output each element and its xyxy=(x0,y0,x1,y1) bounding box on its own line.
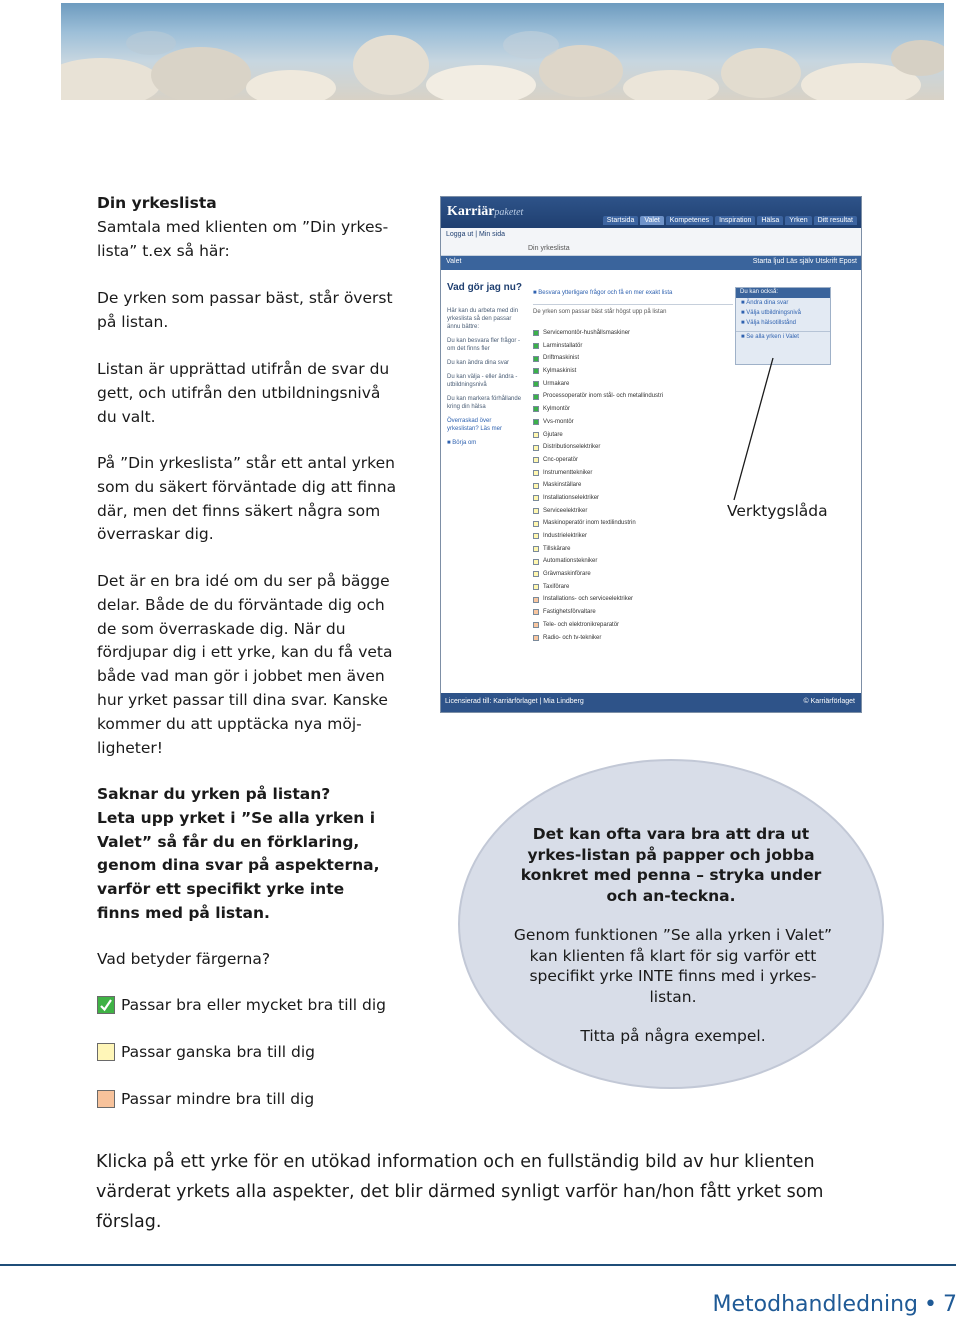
job-list-item[interactable] xyxy=(533,441,733,454)
job-list-item[interactable] xyxy=(533,403,733,416)
job-name: Kylmaskinist xyxy=(543,368,577,375)
more-questions-link[interactable]: ■ Besvara ytterligare frågor och få en mer exakt lista xyxy=(533,290,673,296)
match-color-icon xyxy=(533,432,539,438)
match-color-icon xyxy=(533,597,539,603)
job-name: Maskinoperatör inom textilindustrin xyxy=(543,520,636,527)
job-list-item[interactable] xyxy=(533,416,733,429)
orange-swatch-icon xyxy=(97,1090,115,1108)
section-label: Valet xyxy=(446,258,462,265)
job-name: Instrumenttekniker xyxy=(543,469,593,476)
paragraph-2: Listan är upprättad utifrån de svar du gett, och utifrån den utbildningsnivå du valt. xyxy=(97,360,390,426)
job-list-item[interactable] xyxy=(533,581,733,594)
side-text: Här kan du arbeta med din yrkeslista så den passar ännu bättre: xyxy=(447,308,519,330)
match-color-icon xyxy=(533,406,539,412)
job-list-item[interactable] xyxy=(533,378,733,391)
job-name: Kylmontör xyxy=(543,406,571,413)
side-text-link[interactable]: Överraskad över yrkeslistan? Läs mer xyxy=(447,418,503,432)
app-toolbar xyxy=(441,256,861,270)
job-name: Maskinställare xyxy=(543,482,582,489)
header-pebble-photo xyxy=(61,3,944,100)
match-color-icon xyxy=(533,356,539,362)
app-main xyxy=(441,270,861,695)
job-list-item[interactable] xyxy=(533,365,733,378)
match-color-icon xyxy=(533,330,539,336)
legend-label: Passar ganska bra till dig xyxy=(121,1043,316,1061)
missing-text: Leta upp yrket i ”Se alla yrken i Valet” så får du en förklaring, genom dina svar på aspekterna, varför ett specifikt yrke inte finns med på listan. xyxy=(97,808,380,922)
job-name: Serviceelektriker xyxy=(543,507,588,514)
toolbox-panel xyxy=(735,287,831,365)
paragraph-3: På ”Din yrkeslista” står ett antal yrken som du säkert förväntade dig att finna där, men det finns säkert några som överraskar dig. xyxy=(97,454,397,544)
match-color-icon xyxy=(533,571,539,577)
restart-link[interactable]: ■ Börja om xyxy=(447,440,477,446)
job-list-item[interactable] xyxy=(533,467,733,480)
job-list-item[interactable] xyxy=(533,593,733,606)
job-name: Taxiförare xyxy=(543,583,570,590)
toolbox-item-see-all[interactable]: ■ Se alla yrken i Valet xyxy=(736,331,830,342)
job-name: Vvs-montör xyxy=(543,418,574,425)
match-color-icon xyxy=(533,495,539,501)
job-name: Driftmaskinist xyxy=(543,355,580,362)
job-name: Grävmaskinförare xyxy=(543,571,591,578)
toolbox-item[interactable]: ■ Ändra dina svar xyxy=(741,300,789,306)
job-list-item[interactable] xyxy=(533,505,733,518)
job-list-item[interactable] xyxy=(533,517,733,530)
toolbox-title: Du kan också: xyxy=(736,288,830,298)
list-description: De yrken som passar bäst står högst upp på listan xyxy=(533,309,667,315)
callout-text-examples: Titta på några exempel. xyxy=(580,1027,766,1045)
tab-ditt-resultat[interactable]: Ditt resultat xyxy=(814,216,857,225)
tab-yrken[interactable]: Yrken xyxy=(785,216,811,225)
match-color-icon xyxy=(533,368,539,374)
job-name: Servicemontör-hushållsmaskiner xyxy=(543,330,631,336)
app-screenshot xyxy=(440,196,862,713)
job-name: Larminstallatör xyxy=(543,342,583,349)
match-color-icon xyxy=(533,559,539,565)
intro-text: Samtala med klienten om ”Din yrkes-lista” t.ex så här: xyxy=(97,217,389,260)
legend-label: Passar mindre bra till dig xyxy=(121,1090,315,1108)
job-name: Cnc-operatör xyxy=(543,456,579,463)
app-footer xyxy=(441,693,861,712)
job-list-item[interactable] xyxy=(533,429,733,442)
match-color-icon xyxy=(533,419,539,425)
app-logo: Karriärpaketet xyxy=(447,204,524,219)
match-color-icon xyxy=(533,343,539,349)
paragraph-4: Det är en bra idé om du ser på bägge delar. Både de du förväntade dig och de som överraskade dig. När du fördjupar dig i ett yrke, kan du få veta både vad man gör i jobbet men även hur yrket passar till dina svar. Kanske kommer du att upptäcka nya möj-ligheter! xyxy=(97,572,393,757)
tab-inspiration[interactable]: Inspiration xyxy=(715,216,755,225)
job-list xyxy=(533,327,733,644)
job-list-item[interactable] xyxy=(533,530,733,543)
toolbox-item[interactable]: ■ Välja utbildningsnivå xyxy=(741,310,801,316)
app-job-list-panel xyxy=(533,290,733,644)
tab-startsida[interactable]: Startsida xyxy=(603,216,639,225)
legend-label: Passar bra eller mycket bra till dig xyxy=(121,996,387,1014)
callout-text: Genom funktionen ”Se alla yrken i Valet” kan klienten få klart för sig varför ett specifikt yrke INTE finns med i yrkes-listan. xyxy=(513,926,833,1006)
job-name: Industrielektriker xyxy=(543,533,588,539)
app-subheader xyxy=(441,228,861,256)
toolbox-label: Verktygslåda xyxy=(727,502,828,520)
footer-title: Metodhandledning xyxy=(712,1292,919,1317)
section-heading: Din yrkeslista xyxy=(97,194,217,212)
side-text: Du kan besvara fler frågor - om det finns fler xyxy=(447,338,521,352)
yellow-swatch-icon xyxy=(97,1043,115,1061)
job-list-item[interactable] xyxy=(533,555,733,568)
job-name: Automationstekniker xyxy=(543,558,598,565)
missing-block xyxy=(97,783,387,926)
callout-bold-text: Det kan ofta vara bra att dra ut yrkes-listan på papper och jobba konkret med penna – stryka under och an-teckna. xyxy=(520,825,822,905)
green-check-icon xyxy=(97,996,115,1014)
page-number: 7 xyxy=(943,1292,957,1317)
job-name: Urmakare xyxy=(543,380,570,387)
job-name: Installations- och serviceelektriker xyxy=(543,596,634,603)
match-color-icon xyxy=(533,609,539,615)
match-color-icon xyxy=(533,483,539,489)
colors-question: Vad betyder färgerna? xyxy=(97,950,271,968)
job-list-item[interactable] xyxy=(533,479,733,492)
job-name: Fastighetsförvaltare xyxy=(543,609,596,616)
match-color-icon xyxy=(533,470,539,476)
job-list-item[interactable] xyxy=(533,619,733,632)
side-text: Du kan markera förhållande kring din hälsa xyxy=(447,396,522,410)
job-list-item[interactable] xyxy=(533,327,733,340)
legend-item-good xyxy=(97,996,386,1014)
job-list-item[interactable] xyxy=(533,543,733,556)
app-side-help xyxy=(447,307,523,453)
job-list-item[interactable] xyxy=(533,352,733,365)
match-color-icon xyxy=(533,521,539,527)
toolbar-actions[interactable]: Starta ljud Läs själv Utskrift Epost xyxy=(752,258,857,265)
missing-heading: Saknar du yrken på listan? xyxy=(97,785,331,803)
legend-item-poor xyxy=(97,1090,314,1108)
match-color-icon xyxy=(533,457,539,463)
job-list-item[interactable] xyxy=(533,454,733,467)
job-list-item[interactable] xyxy=(533,492,733,505)
match-color-icon xyxy=(533,546,539,552)
paragraph-1: De yrken som passar bäst, står överst på listan. xyxy=(97,289,393,331)
job-name: Installationselektriker xyxy=(543,494,600,501)
match-color-icon xyxy=(533,508,539,514)
toolbox-item[interactable]: ■ Välja hälsotillstånd xyxy=(741,320,796,326)
match-color-icon xyxy=(533,635,539,641)
job-list-item[interactable] xyxy=(533,390,733,403)
job-name: Tillskärare xyxy=(543,545,571,552)
match-color-icon xyxy=(533,533,539,539)
job-list-item[interactable] xyxy=(533,340,733,353)
tab-valet[interactable]: Valet xyxy=(640,216,663,225)
legend-item-fair xyxy=(97,1043,315,1061)
app-nav-tabs xyxy=(603,216,857,225)
tab-halsa[interactable]: Hälsa xyxy=(757,216,783,225)
job-list-item[interactable] xyxy=(533,632,733,645)
app-main-heading: Vad gör jag nu? xyxy=(447,282,523,293)
job-list-item[interactable] xyxy=(533,568,733,581)
job-name: Distributionselektriker xyxy=(543,444,601,451)
match-color-icon xyxy=(533,584,539,590)
job-name: Processoperatör inom stål- och metallindustri xyxy=(543,393,664,400)
app-header xyxy=(441,197,861,228)
job-name: Gjutare xyxy=(543,431,563,438)
user-links[interactable]: Logga ut | Min sida xyxy=(446,231,506,238)
match-color-icon xyxy=(533,622,539,628)
copyright-text: © Karriärförlaget xyxy=(803,698,855,705)
intro-block xyxy=(97,192,397,263)
app-page-title: Din yrkeslista xyxy=(528,245,570,252)
job-name: Tele- och elektronikreparatör xyxy=(543,621,620,628)
page-footer xyxy=(713,1292,957,1317)
side-text: Du kan välja - eller ändra - utbildningsnivå xyxy=(447,374,518,388)
match-color-icon xyxy=(533,394,539,400)
match-color-icon xyxy=(533,381,539,387)
job-list-item[interactable] xyxy=(533,606,733,619)
tab-kompetenes[interactable]: Kompetenes xyxy=(666,216,713,225)
bullet-icon: • xyxy=(924,1292,937,1317)
bottom-paragraph: Klicka på ett yrke för en utökad information och en fullständig bild av hur klienten värderat yrkets alla aspekter, det blir därmed synligt varför han/hon fått yrket som förslag. xyxy=(96,1152,824,1232)
footer-rule xyxy=(0,1264,956,1266)
match-color-icon xyxy=(533,445,539,451)
license-text: Licensierad till: Karriärförlaget | Mia Lindberg xyxy=(445,698,584,705)
divider xyxy=(533,304,733,305)
side-text: Du kan ändra dina svar xyxy=(447,360,510,366)
job-name: Radio- och tv-tekniker xyxy=(543,634,602,641)
